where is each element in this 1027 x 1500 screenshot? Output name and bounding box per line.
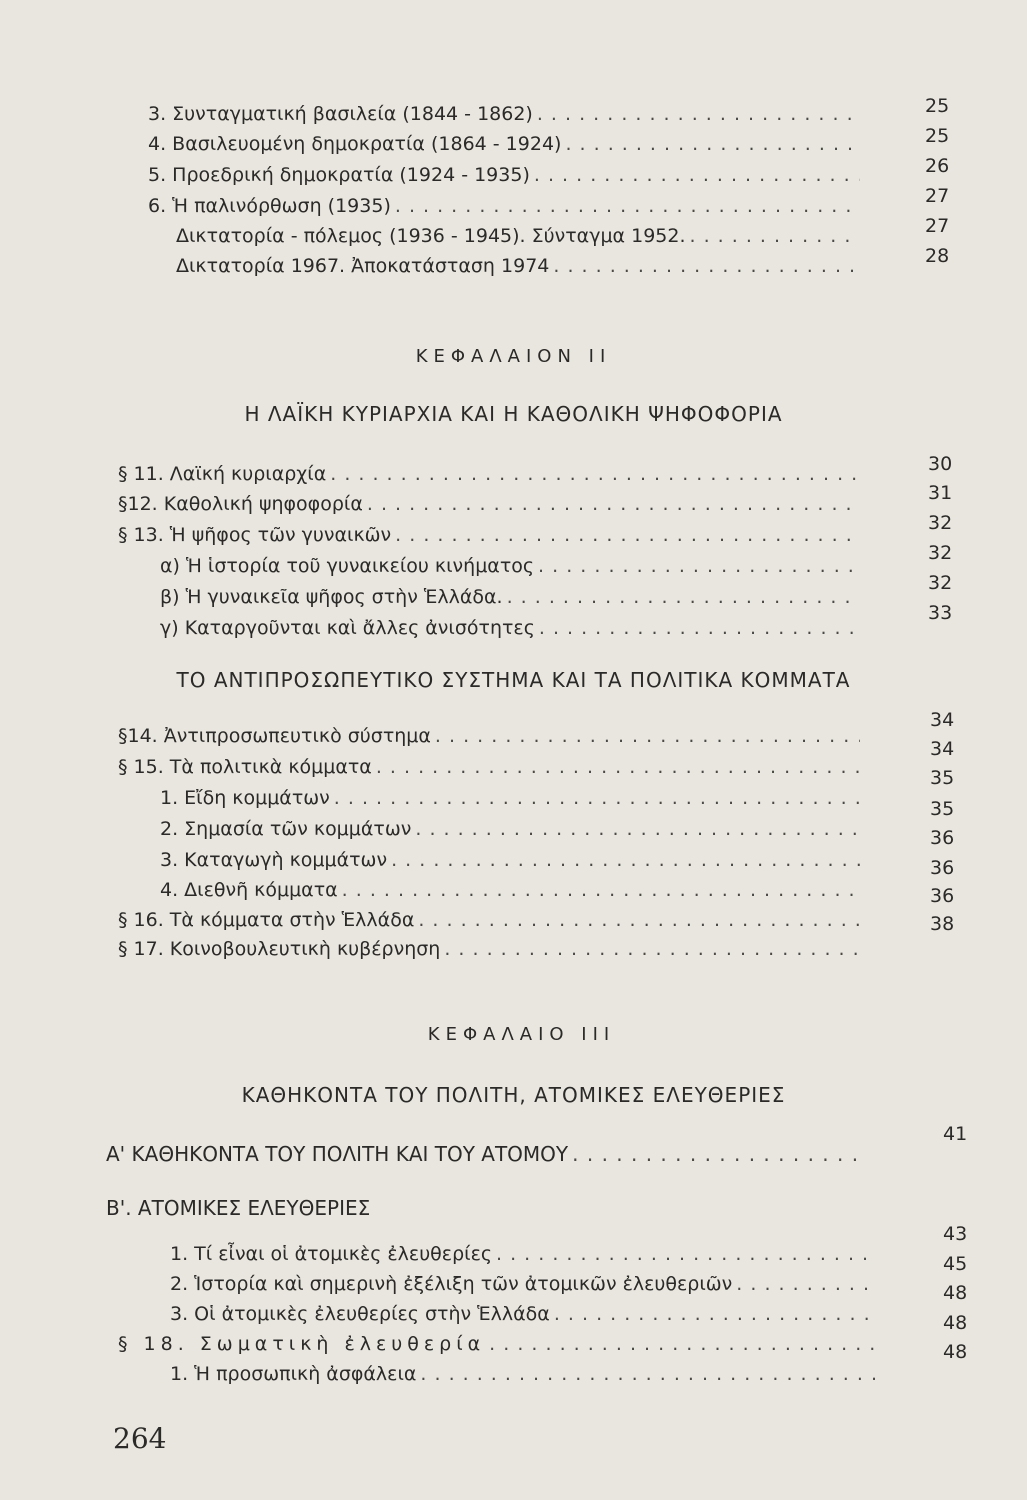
section-b [106,1196,866,1220]
toc-entry-text: § 17. Κοινοβουλευτικὴ κυβέρνηση [118,938,441,960]
section-b-text: Β'. ΑΤΟΜΙΚΕΣ ΕΛΕΥΘΕΡΙΕΣ [106,1196,371,1220]
toc-entry [118,908,860,932]
leader-dots [572,1142,866,1166]
toc-entry-text: Δικτατορία - πόλεμος (1936 - 1945). Σύνταγμα 1952. [176,225,686,247]
toc-page: 25 [925,125,950,147]
toc-entry [118,523,860,547]
toc-page: 48 [943,1312,968,1334]
leader-dots [367,492,860,516]
toc-entry-text: § 11. Λαϊκή κυριαρχία [118,463,327,485]
leader-dots [415,817,860,841]
chapter-3-title: ΚΑΘΗΚΟΝΤΑ ΤΟΥ ΠΟΛΙΤΗ, ΑΤΟΜΙΚΕΣ ΕΛΕΥΘΕΡΙΕΣ [241,1083,786,1107]
toc-entry [170,1362,876,1386]
leader-dots [395,523,860,547]
toc-page: 27 [925,215,950,237]
section-a-text: Α' ΚΑΘΗΚΟΝΤΑ ΤΟΥ ΠΟΛΙΤΗ ΚΑΙ ΤΟΥ ΑΤΟΜΟΥ [106,1142,569,1166]
leader-dots [507,585,860,609]
leader-dots [538,554,860,578]
toc-entry-text: Δικτατορία 1967. Ἀποκατάσταση 1974 [176,255,550,277]
toc-entry-text: 1. Εἴδη κομμάτων [160,787,330,809]
toc-page: 38 [930,913,955,935]
toc-entry-text: § 16. Τὰ κόμματα στὴν Ἑλλάδα [118,909,415,931]
leader-dots [554,1302,876,1326]
toc-page: 45 [943,1253,968,1275]
toc-entry-text: 1. Ἡ προσωπικὴ ἀσφάλεια [170,1363,417,1385]
toc-page: 36 [930,885,955,907]
toc-entry-text: § 13. Ἡ ψῆφος τῶν γυναικῶν [118,524,392,546]
leader-dots [489,1332,876,1356]
toc-page: 31 [928,482,953,504]
toc-page: 26 [925,155,950,177]
toc-entry-text: 5. Προεδρική δημοκρατία (1924 - 1935) [148,164,530,186]
leader-dots [330,462,860,486]
leader-dots [435,724,860,748]
toc-page: 34 [930,709,955,731]
toc-entry [170,1302,876,1326]
toc-page: 32 [928,572,953,594]
toc-page: 25 [925,95,950,117]
toc-entry-text: 4. Βασιλευομένη δημοκρατία (1864 - 1924) [148,133,562,155]
toc-entry [160,817,860,841]
toc-page: 32 [928,542,953,564]
toc-entry [118,1332,876,1356]
leader-dots [444,937,860,961]
leader-dots [391,848,860,872]
toc-entry-text: 2. Σημασία τῶν κομμάτων [160,818,412,840]
toc-entry-text: §12. Καθολική ψηφοφορία [118,493,363,515]
toc-entry [160,848,860,872]
leader-dots [395,194,860,218]
toc-entry-text: 2. Ἱστορία καὶ σημερινὴ ἐξέλιξη τῶν ἀτομικῶν ἐλευθεριῶν [170,1273,733,1295]
toc-page: 32 [928,512,953,534]
toc-entry-text: β) Ἡ γυναικεῖα ψῆφος στὴν Ἑλλάδα. [160,586,503,608]
toc-entry-text: 6. Ἡ παλινόρθωση (1935) [148,195,391,217]
toc-entry [118,937,860,961]
leader-dots [420,1362,876,1386]
chapter-2-label: ΚΕΦΑΛΑΙΟΝ II [415,346,612,367]
leader-dots [553,254,860,278]
toc-entry-text: §14. Ἀντιπροσωπευτικὸ σύστημα [118,725,431,747]
toc-entry [170,1272,876,1296]
toc-page: 34 [930,738,955,760]
leader-dots [418,908,860,932]
toc-page: 30 [928,453,953,475]
toc-entry-text: α) Ἡ ἱστορία τοῦ γυναικείου κινήματος [160,555,535,577]
toc-entry [160,878,860,902]
toc-entry [118,755,860,779]
leader-dots [334,786,860,810]
leader-dots [539,616,860,640]
toc-page: 33 [928,602,953,624]
toc-entry [118,724,860,748]
leader-dots [496,1242,876,1266]
chapter-2-title: Η ΛΑΪΚΗ ΚΥΡΙΑΡΧΙΑ ΚΑΙ Η ΚΑΘΟΛΙΚΗ ΨΗΦΟΦΟΡΙΑ [244,402,783,426]
toc-entry [176,224,860,248]
leader-dots [537,102,860,126]
toc-entry-text: 3. Καταγωγὴ κομμάτων [160,849,388,871]
toc-entry [160,786,860,810]
toc-entry [118,492,860,516]
toc-entry [148,102,860,126]
leader-dots [736,1272,876,1296]
toc-entry [160,554,860,578]
toc-page: 27 [925,185,950,207]
leader-dots [534,163,860,187]
page-number: 264 [113,1422,167,1455]
toc-page: 48 [943,1341,968,1363]
toc-page: 28 [925,245,950,267]
leader-dots [565,132,860,156]
toc-page: 48 [943,1282,968,1304]
toc-entry [148,163,860,187]
toc-entry [148,194,860,218]
toc-page: 36 [930,857,955,879]
toc-entry-text: 1. Τί εἶναι οἱ ἀτομικὲς ἐλευθερίες [170,1243,492,1265]
toc-entry [176,254,860,278]
toc-page: 36 [930,827,955,849]
toc-page: 43 [943,1223,968,1245]
chapter-2-subtitle: ΤΟ ΑΝΤΙΠΡΟΣΩΠΕΥΤΙΚΟ ΣΥΣΤΗΜΑ ΚΑΙ ΤΑ ΠΟΛΙΤΙΚΑ ΚΟΜΜΑΤΑ [176,668,851,692]
toc-entry [170,1242,876,1266]
toc-entry [148,132,860,156]
toc-entry-text: 3. Συνταγματική βασιλεία (1844 - 1862) [148,103,533,125]
toc-entry [160,585,860,609]
toc-entry-text: 4. Διεθνῆ κόμματα [160,879,338,901]
toc-entry [118,462,860,486]
section-a [106,1142,866,1166]
toc-page: 35 [930,767,955,789]
toc-entry-text: § 15. Τὰ πολιτικὰ κόμματα [118,756,372,778]
toc-entry [160,616,860,640]
toc-entry-text: γ) Καταργοῦνται καὶ ἄλλες ἀνισότητες [160,617,535,639]
toc-page: 35 [930,798,955,820]
chapter-3-label: ΚΕΦΑΛΑΙΟ III [427,1024,616,1045]
toc-page: 41 [943,1123,968,1145]
leader-dots [376,755,860,779]
toc-entry-text: § 18. Σωματικὴ ἐλευθερία [118,1333,486,1355]
leader-dots [690,224,861,248]
toc-entry-text: 3. Οἱ ἀτομικὲς ἐλευθερίες στὴν Ἑλλάδα [170,1303,550,1325]
leader-dots [342,878,860,902]
